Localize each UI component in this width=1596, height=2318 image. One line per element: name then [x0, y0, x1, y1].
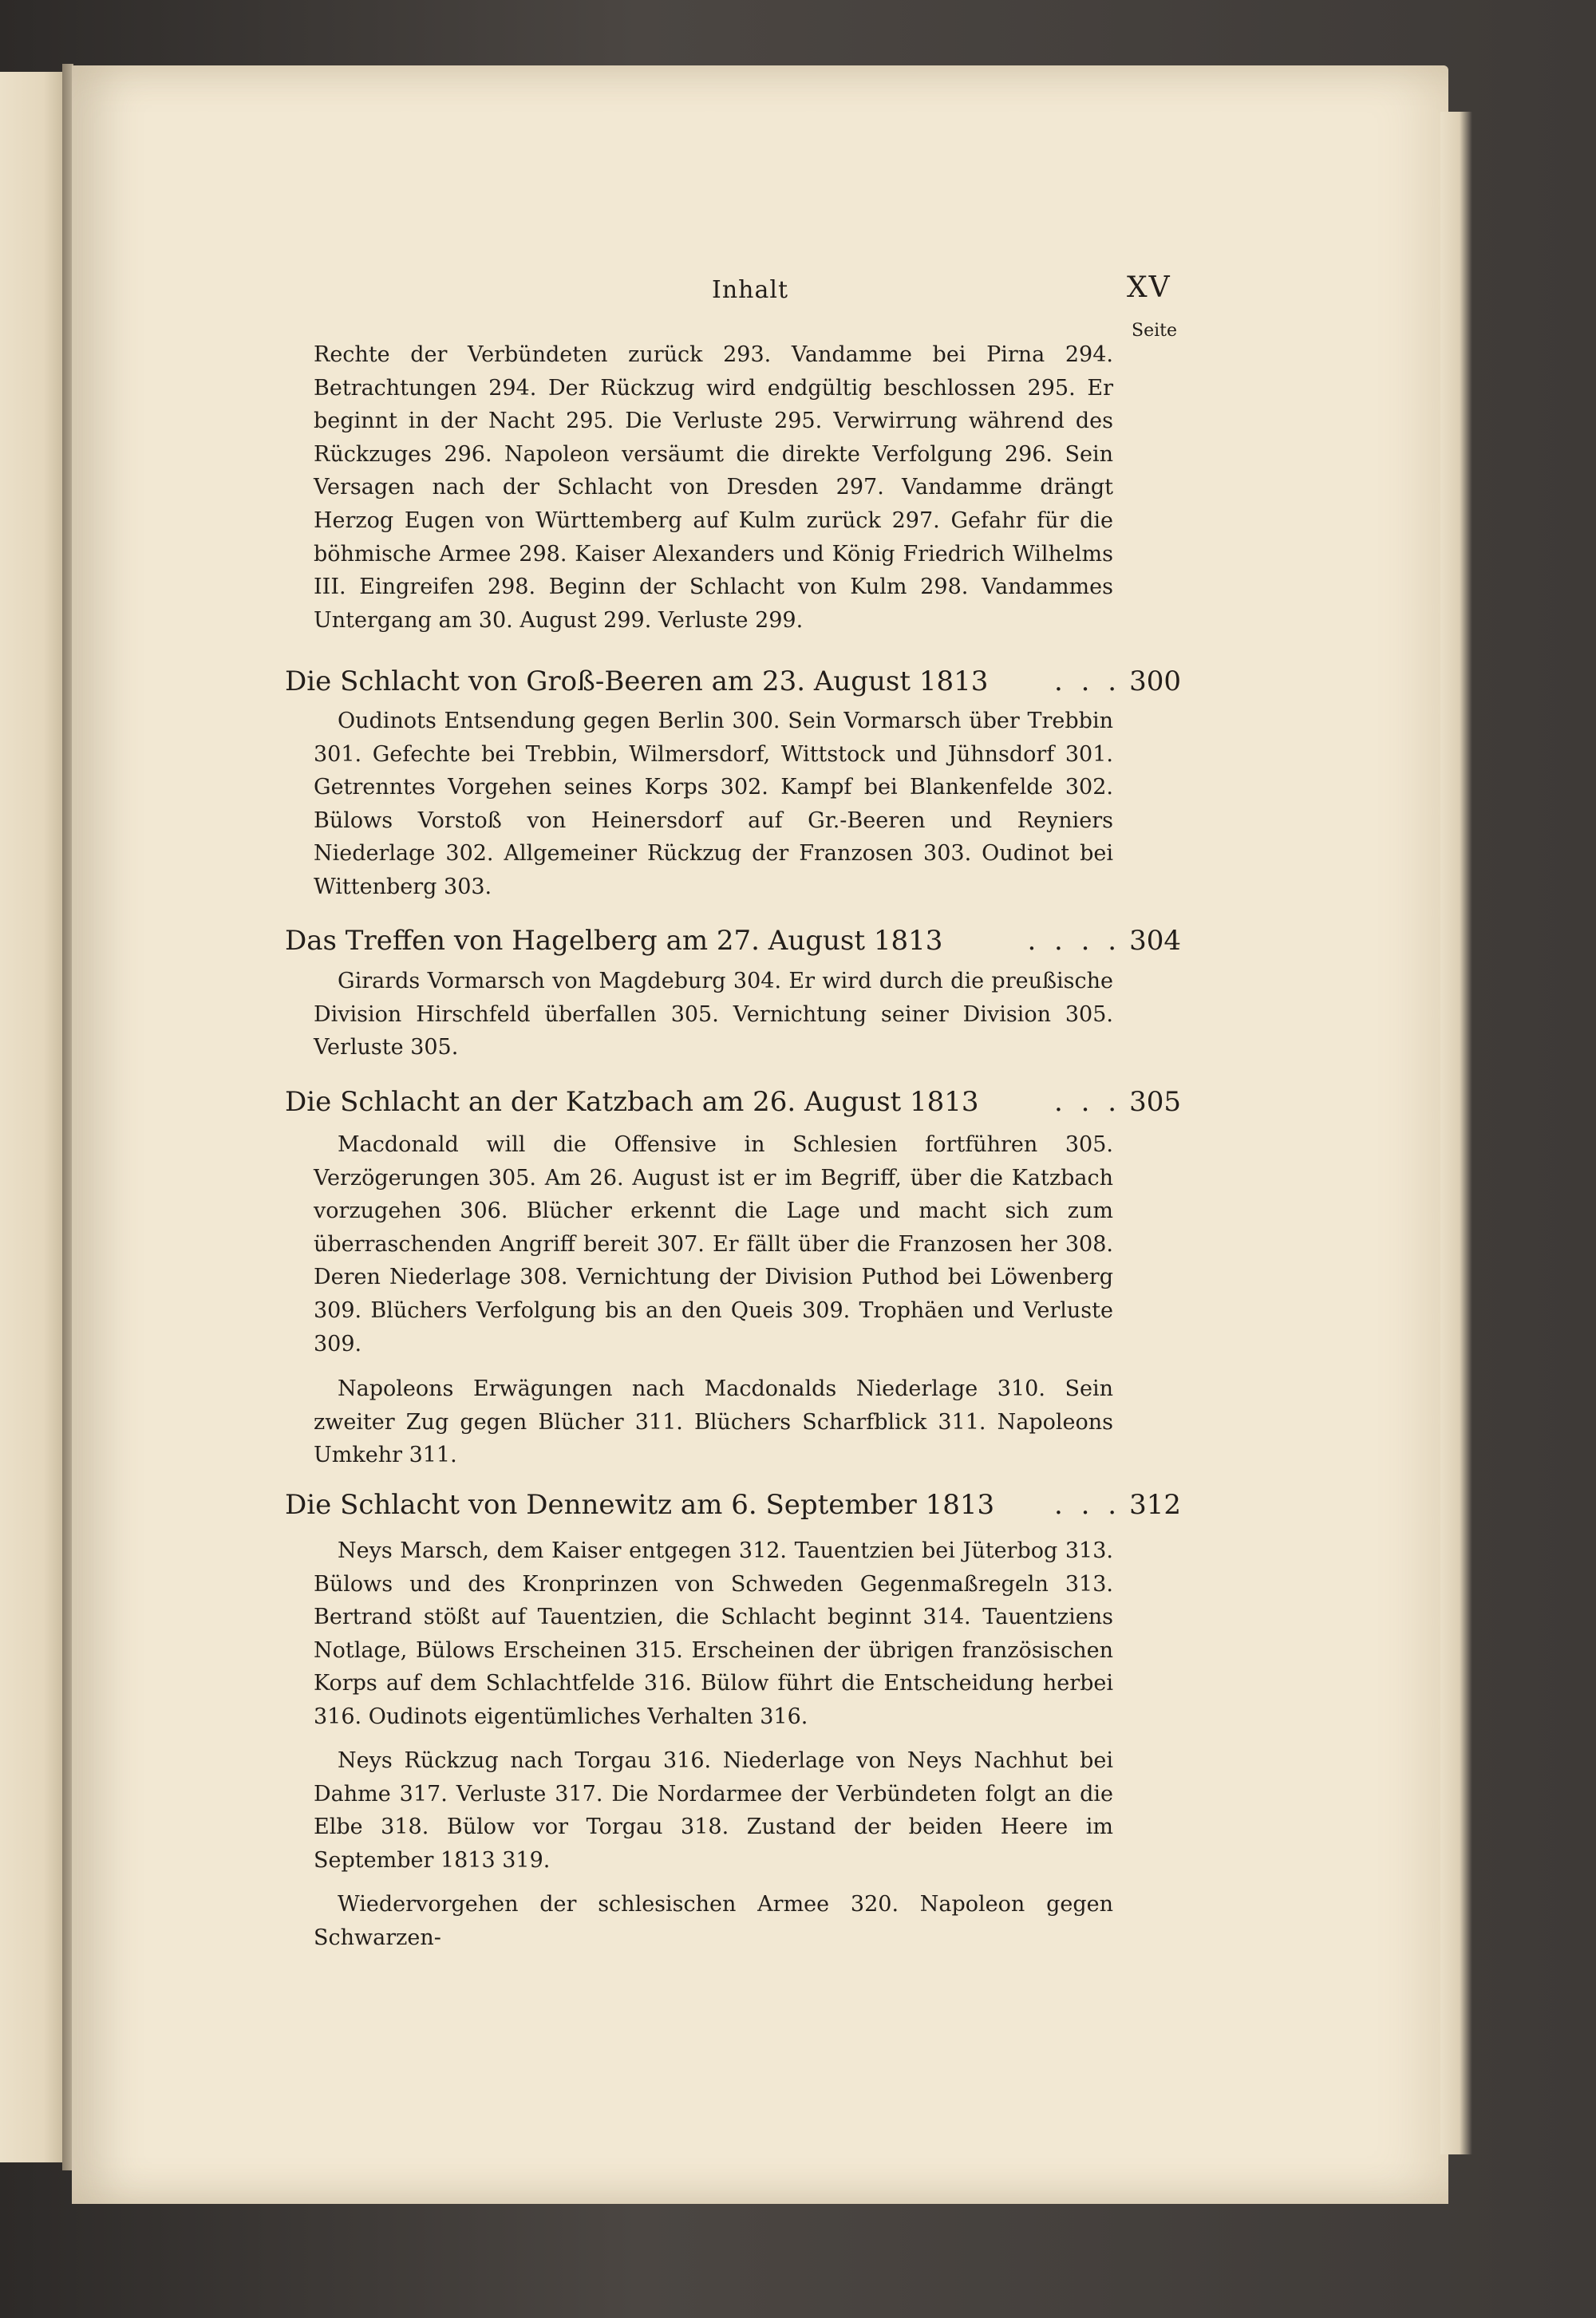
page-header [0, 271, 1596, 319]
running-title: Inhalt [712, 276, 789, 304]
section-title: Die Schlacht von Groß-Beeren am 23. August 1813 [285, 665, 989, 697]
section-title: Die Schlacht an der Katzbach am 26. August 1813 [285, 1086, 979, 1118]
toc-paragraph: Neys Rückzug nach Torgau 316. Niederlage von Neys Nachhut bei Dahme 317. Verluste 317. Die Nordarmee der Verbündeten folgt an die Elbe 318. Bülow vor Torgau 318. Zustand der beiden Heere im September 1813 319. [314, 1748, 1113, 1873]
column-label: Seite [1132, 321, 1177, 341]
toc-paragraph: Rechte der Verbündeten zurück 293. Vandamme bei Pirna 294. Betrachtungen 294. Der Rückzug wird endgültig beschlossen 295. Er beginnt in der Nacht 295. Die Verluste 295. Verwirrung während des Rückzuges 296. Napoleon versäumt die direkte Verfolgung 296. Sein Versagen nach der Schlacht von Dresden 297. Vandamme drängt Herzog Eugen von Württemberg auf Kulm zurück 297. Gefahr für die böhmische Armee 298. Kaiser Alexanders und König Friedrich Wilhelms III. Eingreifen 298. Beginn der Schlacht von Kulm 298. Vandammes Untergang am 30. August 299. Verluste 299. [314, 342, 1113, 633]
toc-section-heading [285, 665, 1181, 697]
section-title: Das Treffen von Hagelberg am 27. August 1813 [285, 925, 943, 957]
section-page-number: 305 [1129, 1086, 1181, 1118]
page-edge-shading [1440, 112, 1472, 2154]
page-number: XV [1127, 271, 1171, 304]
section-title: Die Schlacht von Dennewitz am 6. September 1813 [285, 1489, 995, 1521]
toc-section-heading [285, 1086, 1181, 1118]
toc-paragraph: Neys Marsch, dem Kaiser entgegen 312. Tauentzien bei Jüterbog 313. Bülows und des Kronprinzen von Schweden Gegenmaßregeln 313. Bertrand stößt auf Tauentzien, die Schlacht beginnt 314. Tauentziens Notlage, Bülows Erscheinen 315. Erscheinen der übrigen französischen Korps auf dem Schlachtfelde 316. Bülow führt die Entscheidung herbei 316. Oudinots eigentümliches Verhalten 316. [314, 1538, 1113, 1729]
toc-paragraph: Wiedervorgehen der schlesischen Armee 320. Napoleon gegen Schwarzen- [314, 1892, 1113, 1950]
left-page-edge [0, 72, 64, 2162]
toc-paragraph: Napoleons Erwägungen nach Macdonalds Niederlage 310. Sein zweiter Zug gegen Blücher 311. Blüchers Scharfblick 311. Napoleons Umkehr 311. [314, 1376, 1113, 1468]
toc-section-heading [285, 925, 1181, 957]
section-page-number: 312 [1129, 1489, 1181, 1521]
leader-dots: . . . [1054, 1489, 1122, 1521]
section-page-number: 300 [1129, 665, 1181, 697]
leader-dots: . . . . [1027, 925, 1122, 957]
toc-paragraph: Macdonald will die Offensive in Schlesien fortführen 305. Verzögerungen 305. Am 26. August ist er im Begriff, über die Katzbach vorzugehen 306. Blücher erkennt die Lage und macht sich zum überraschenden Angriff bereit 307. Er fällt über die Franzosen her 308. Deren Niederlage 308. Vernichtung der Division Puthod bei Löwenberg 309. Blüchers Verfolgung bis an den Queis 309. Trophäen und Verluste 309. [314, 1132, 1113, 1356]
leader-dots: . . . [1054, 665, 1122, 697]
leader-dots: . . . [1054, 1086, 1122, 1118]
toc-paragraph: Girards Vormarsch von Magdeburg 304. Er wird durch die preußische Division Hirschfeld überfallen 305. Vernichtung seiner Division 305. Verluste 305. [314, 969, 1113, 1060]
toc-section-heading [285, 1489, 1181, 1521]
section-page-number: 304 [1129, 925, 1181, 957]
toc-paragraph: Oudinots Entsendung gegen Berlin 300. Sein Vormarsch über Trebbin 301. Gefechte bei Trebbin, Wilmersdorf, Wittstock und Jühnsdorf 301. Getrenntes Vorgehen seines Korps 302. Kampf bei Blankenfelde 302. Bülows Vorstoß von Heinersdorf auf Gr.-Beeren und Reyniers Niederlage 302. Allgemeiner Rückzug der Franzosen 303. Oudinot bei Wittenberg 303. [314, 709, 1113, 899]
